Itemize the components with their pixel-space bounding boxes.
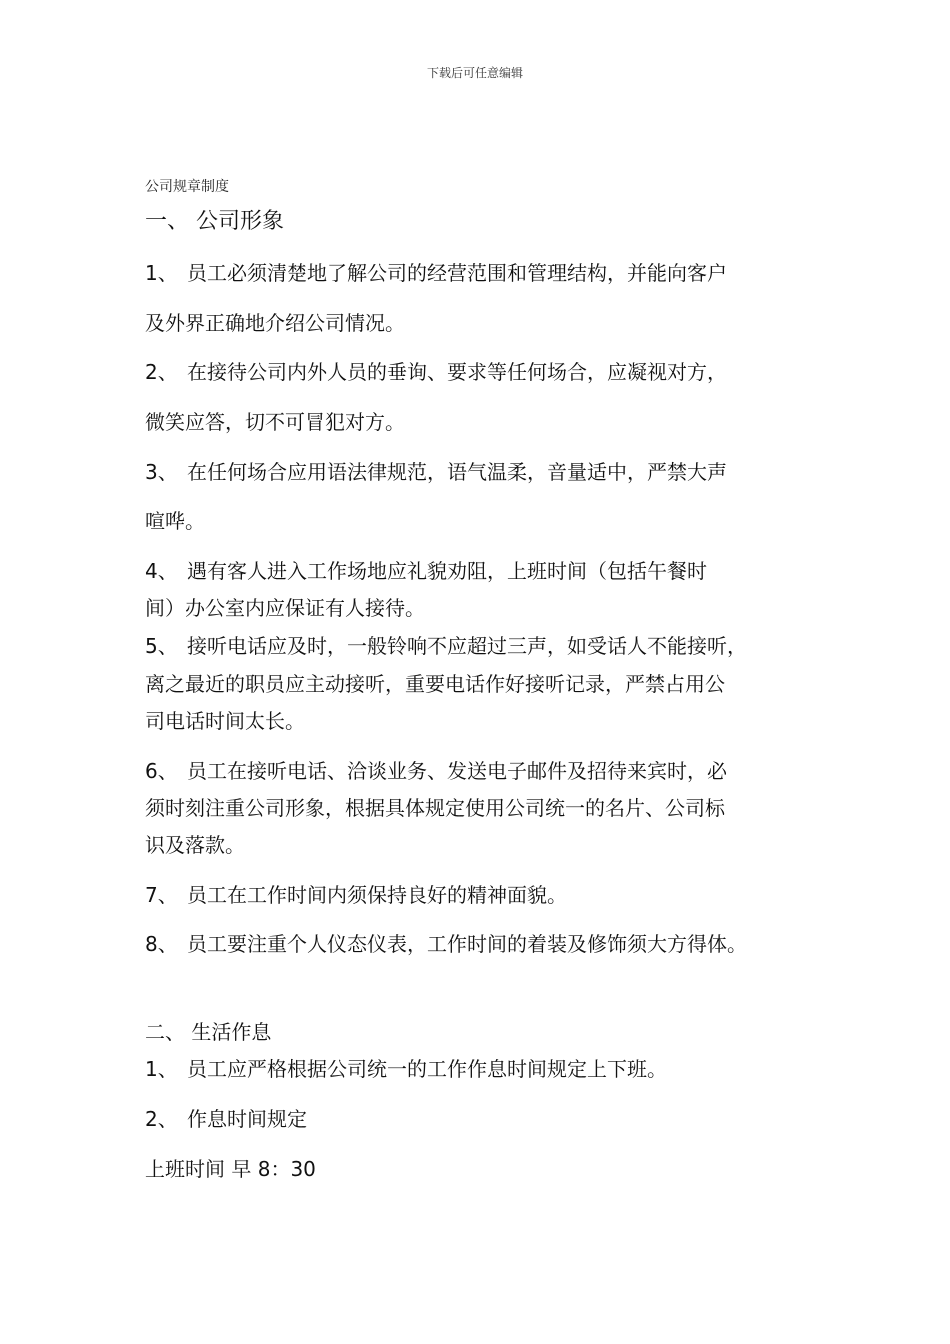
item-text: 员工应严格根据公司统一的工作作息时间规定上下班。	[187, 1057, 667, 1081]
section-heading-daily-schedule: 二、 生活作息	[145, 1020, 272, 1044]
list-item-2	[145, 359, 727, 385]
item-text: 员工在接听电话、洽谈业务、发送电子邮件及招待来宾时，必	[187, 759, 727, 783]
item-text: 员工必须清楚地了解公司的经营范围和管理结构，并能向客户	[187, 261, 727, 285]
list-item-3	[145, 459, 727, 485]
list-item-4-cont: 间）办公室内应保证有人接待。	[145, 596, 425, 620]
list-item-6-cont: 须时刻注重公司形象，根据具体规定使用公司统一的名片、公司标	[145, 796, 725, 820]
item-number: 3、	[145, 460, 178, 484]
item-text: 接听电话应及时，一般铃响不应超过三声，如受话人不能接听，	[187, 634, 747, 658]
item-text: 在接待公司内外人员的垂询、要求等任何场合，应凝视对方，	[187, 360, 727, 384]
item-number: 5、	[145, 634, 178, 658]
item-text: 遇有客人进入工作场地应礼貌劝阻，上班时间（包括午餐时	[187, 559, 707, 583]
list-item-5-cont: 离之最近的职员应主动接听，重要电话作好接听记录，严禁占用公	[145, 672, 725, 696]
item-text: 作息时间规定	[187, 1107, 307, 1131]
item-number: 4、	[145, 559, 178, 583]
list-item-1-cont: 及外界正确地介绍公司情况。	[145, 311, 405, 335]
section-heading-company-image: 一、 公司形象	[145, 209, 284, 234]
item-number: 1、	[145, 1057, 178, 1081]
item-text: 在任何场合应用语法律规范，语气温柔，音量适中，严禁大声	[187, 460, 727, 484]
work-start-time: 上班时间 早 8：30	[145, 1157, 316, 1181]
list-item-6-cont2: 识及落款。	[145, 833, 245, 857]
item-text: 员工要注重个人仪态仪表，工作时间的着装及修饰须大方得体。	[187, 932, 747, 956]
list-item-5-cont2: 司电话时间太长。	[145, 709, 305, 733]
list-item-7	[145, 882, 567, 908]
document-title: 公司规章制度	[145, 179, 229, 195]
item-number: 2、	[145, 1107, 178, 1131]
list-item-s2-1	[145, 1056, 667, 1082]
item-number: 7、	[145, 883, 178, 907]
item-number: 2、	[145, 360, 178, 384]
item-number: 6、	[145, 759, 178, 783]
list-item-3-cont: 喧哗。	[145, 509, 205, 533]
list-item-8	[145, 931, 747, 957]
list-item-6	[145, 758, 727, 784]
list-item-4	[145, 558, 707, 584]
list-item-5	[145, 633, 747, 659]
header-note: 下载后可任意编辑	[426, 66, 523, 80]
item-text: 员工在工作时间内须保持良好的精神面貌。	[187, 883, 567, 907]
list-item-1	[145, 260, 727, 286]
item-number: 8、	[145, 932, 178, 956]
list-item-s2-2	[145, 1106, 307, 1132]
item-number: 1、	[145, 261, 178, 285]
list-item-2-cont: 微笑应答，切不可冒犯对方。	[145, 410, 405, 434]
